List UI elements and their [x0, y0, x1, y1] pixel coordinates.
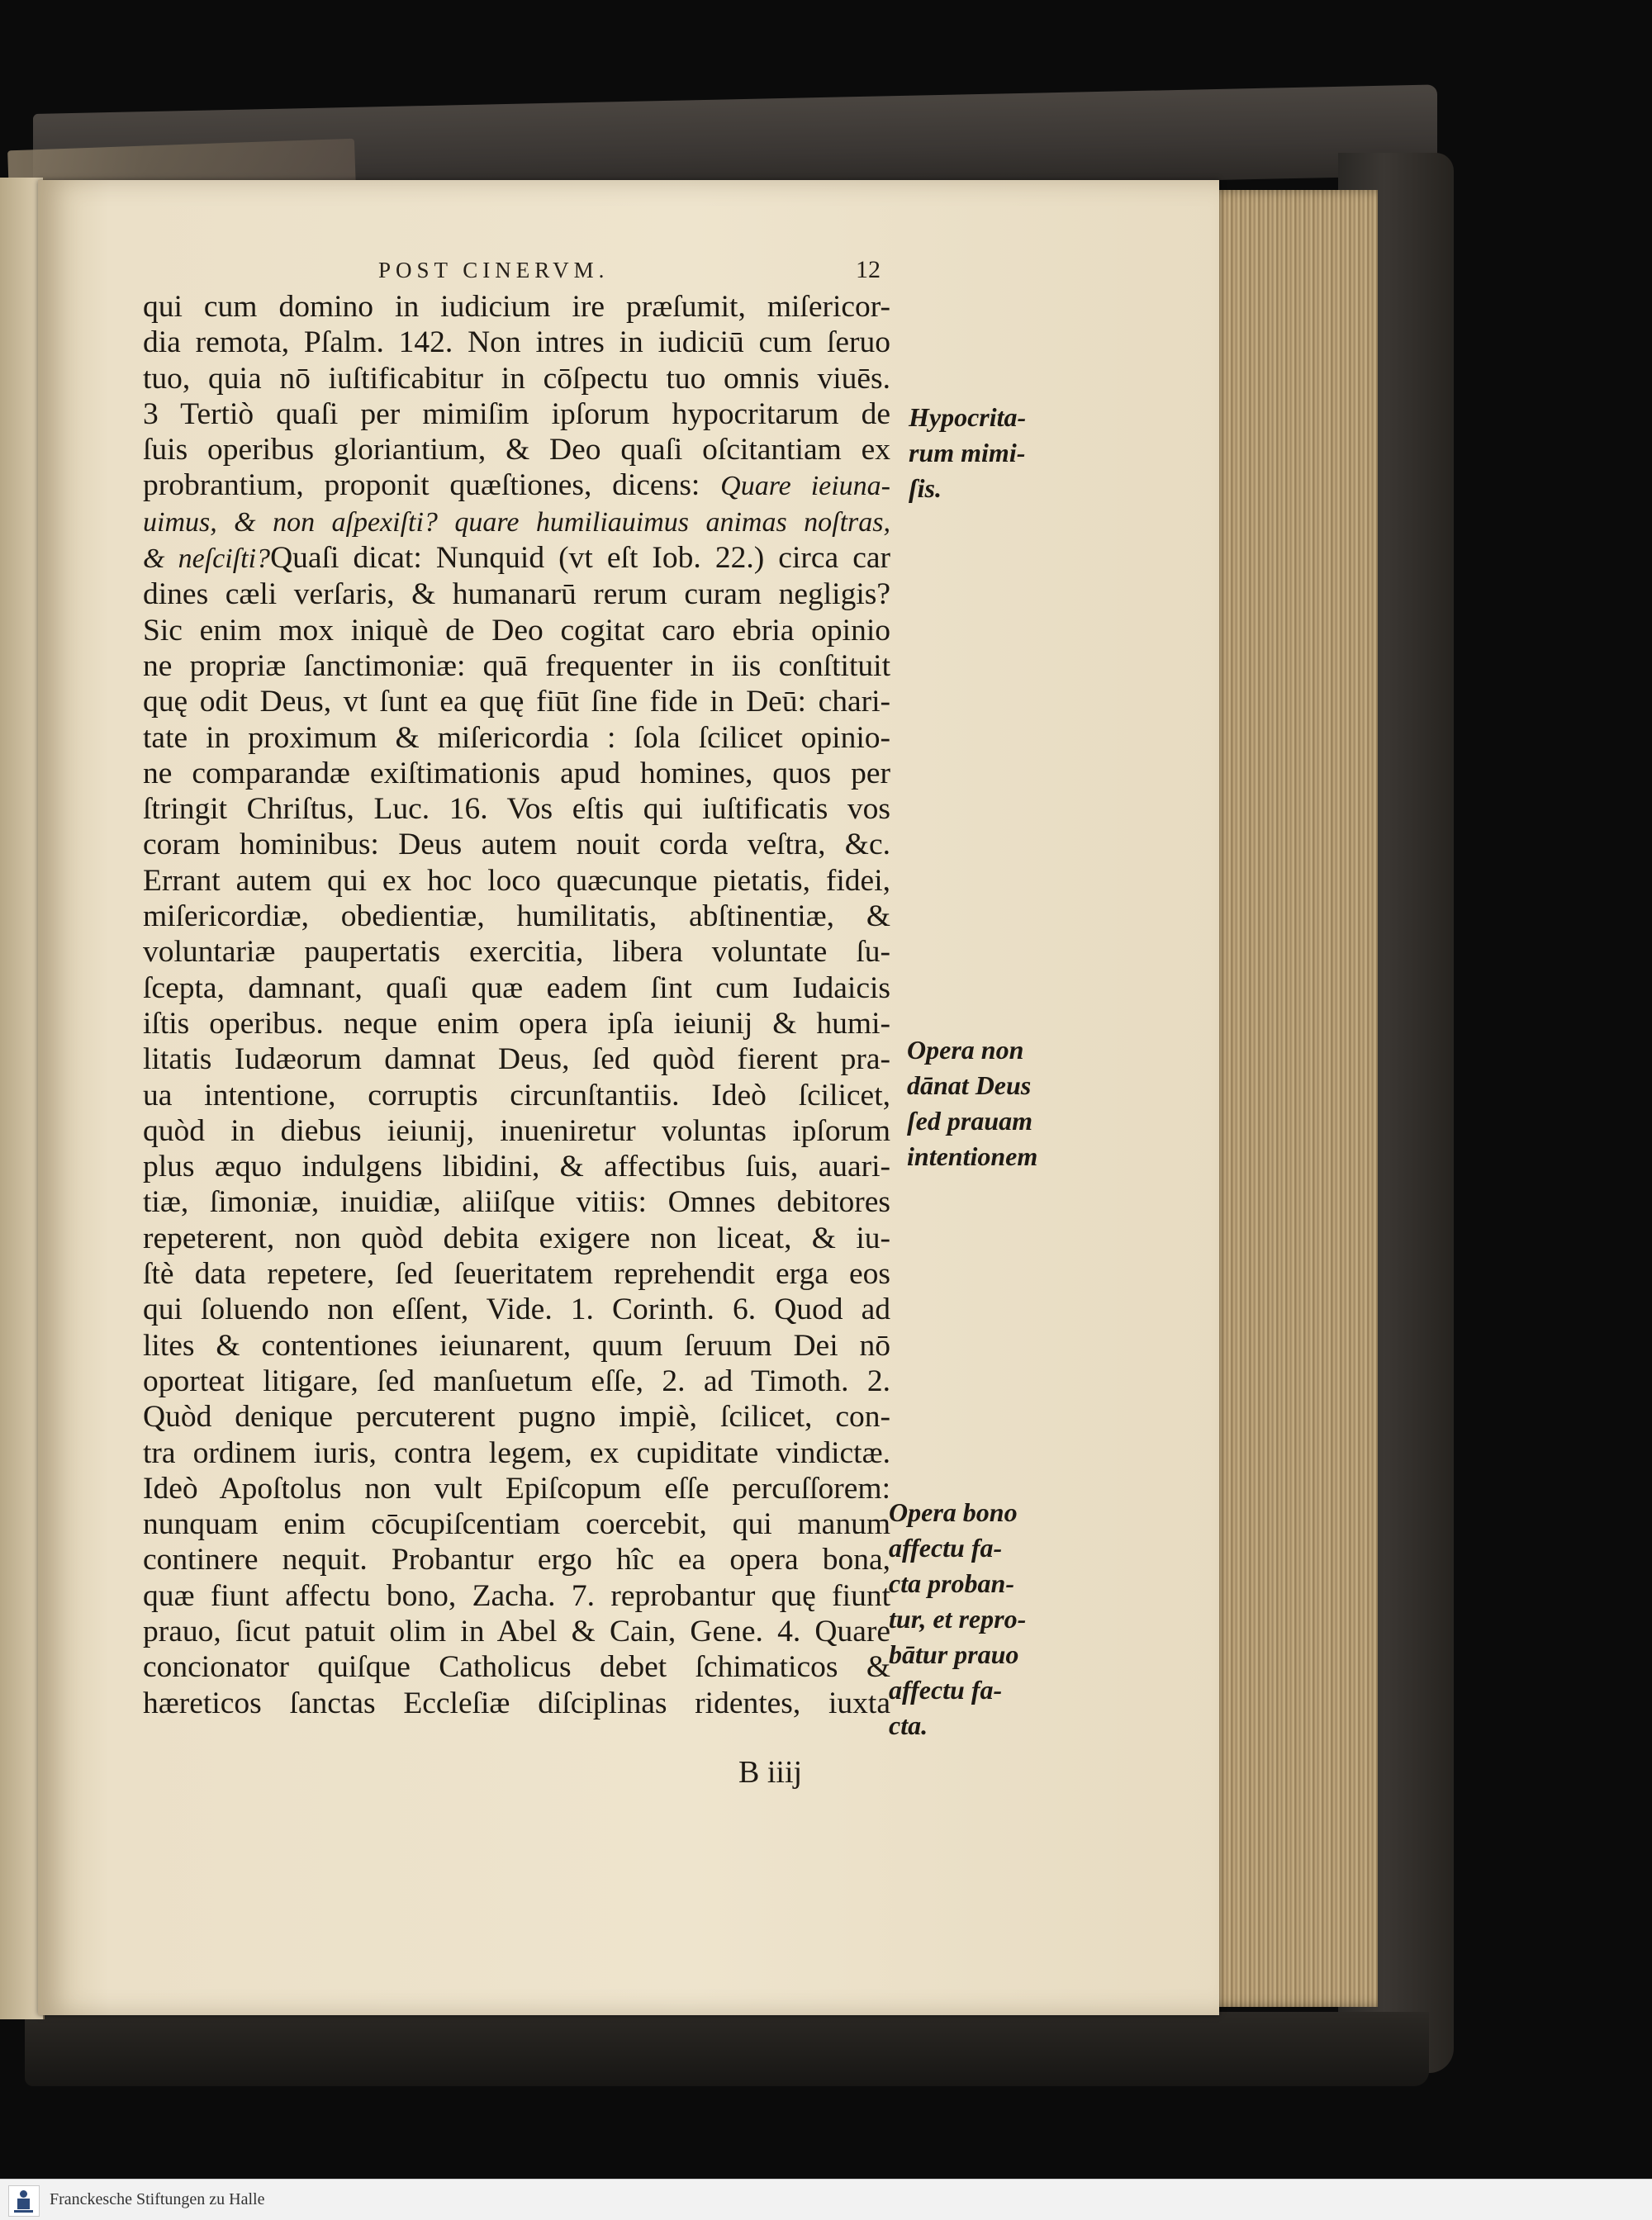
text-line: plus æquo indulgens libidini, & affectibus ſuis, auari- — [143, 1150, 890, 1184]
text-run: Quaſi dicat: Nunquid (vt eſt Iob. 22.) circa car — [270, 541, 890, 576]
text-line: ne propriæ ſanctimoniæ: quā frequenter in iis conſtituit — [143, 648, 890, 683]
text-line: qui ſoluendo non eſſent, Vide. 1. Corinth. 6. Quod ad — [143, 1293, 890, 1327]
text-line: 3 Tertiò quaſi per mimiſim ipſorum hypocritarum de — [143, 396, 890, 431]
text-line: Errant autem qui ex hoc loco quæcunque pietatis, fidei, — [143, 863, 890, 898]
margin-note-line: affectu fa- — [889, 1533, 1003, 1563]
text-line: hæreticos ſanctas Eccleſiæ diſciplinas ridentes, iuxta — [143, 1686, 890, 1720]
text-line: quæ fiunt affectu bono, Zacha. 7. reprobantur quę fiunt — [143, 1578, 890, 1613]
text-line: lites & contentiones ieiunarent, quum ſeruum Dei nō — [143, 1328, 890, 1363]
institution-logo-icon — [8, 2185, 40, 2217]
text-line: quòd in diebus ieiunij, inueniretur voluntas ipſorum — [143, 1113, 890, 1148]
text-line: tuo, quia nō iuſtificabitur in cōſpectu tuo omnis viuēs. — [143, 361, 890, 396]
text-line: prauo, ſicut patuit olim in Abel & Cain, Gene. 4. Quare — [143, 1614, 890, 1648]
text-line: dines cæli verſaris, & humanarū rerum curam negligis? — [143, 577, 890, 612]
page-block-edge — [1198, 190, 1378, 2007]
text-line: ſtringit Chriſtus, Luc. 16. Vos eſtis qui iuſtificatis vos — [143, 792, 890, 827]
text-line: Ideò Apoſtolus non vult Epiſcopum eſſe percuſſorem: — [143, 1471, 890, 1506]
margin-note-line: bātur prauo — [889, 1639, 1019, 1669]
text-line: ſtè data repetere, ſed ſeueritatem reprehendit erga eos — [143, 1257, 890, 1292]
book-cover-bottom — [25, 2012, 1429, 2086]
text-line: qui cum domino in iudicium ire præſumit, miſericor- — [143, 290, 890, 324]
institution-name[interactable]: Franckesche Stiftungen zu Halle — [50, 2190, 265, 2208]
italic-quote-line: uimus, & non aſpexiſti? quare humiliauimus animas noſtras, — [143, 506, 890, 538]
margin-note-line: ſed prauam — [907, 1106, 1032, 1136]
text-line: concionator quiſque Catholicus debet ſchimaticos & — [143, 1650, 890, 1685]
italic-quote: Quare ieiuna- — [720, 471, 891, 502]
margin-note-line: dānat Deus — [907, 1070, 1032, 1100]
margin-note-line: intentionem — [907, 1141, 1038, 1171]
text-line: ſcepta, damnant, quaſi quæ eadem ſint cum Iudaicis — [143, 970, 890, 1005]
text-line: dia remota, Pſalm. 142. Non intres in iudiciū cum ſeruo — [143, 325, 890, 360]
text-line: repeterent, non quòd debita exigere non liceat, & iu- — [143, 1221, 890, 1255]
folio-number: 12 — [856, 256, 881, 283]
margin-note-line: cta. — [889, 1710, 928, 1740]
text-line: quę odit Deus, vt ſunt ea quę fiūt ſine fide in Deū: chari- — [143, 685, 890, 719]
text-line: voluntariæ paupertatis exercitia, libera voluntate ſu- — [143, 935, 890, 970]
margin-note-line: cta proban- — [889, 1568, 1014, 1598]
text-line: litatis Iudæorum damnat Deus, ſed quòd fierent pra- — [143, 1042, 890, 1077]
margin-note-hypocritarum — [909, 400, 1026, 506]
text-line: tra ordinem iuris, contra legem, ex cupiditate vindictæ. — [143, 1435, 890, 1470]
text-line: Quòd denique percuterent pugno impiè, ſcilicet, con- — [143, 1400, 890, 1435]
text-line: miſericordiæ, obedientiæ, humilitatis, abſtinentiæ, & — [143, 899, 890, 934]
text-line: coram hominibus: Deus autem nouit corda veſtra, &c. — [143, 828, 890, 862]
margin-note-opera-non-damnat — [907, 1032, 1037, 1174]
margin-note-line: tur, et repro- — [889, 1604, 1027, 1634]
text-line-with-italic — [143, 467, 890, 504]
signature-mark: B iiij — [738, 1755, 803, 1790]
footer-bar — [0, 2179, 1652, 2220]
text-line-with-italic — [143, 540, 890, 576]
italic-quote: & neſciſti? — [143, 543, 271, 575]
text-line: ne comparandæ exiſtimationis apud homines, quos per — [143, 756, 890, 790]
text-line: Sic enim mox iniquè de Deo cogitat caro ebria opinio — [143, 613, 890, 648]
margin-note-line: ſis. — [909, 473, 942, 503]
margin-note-line: Hypocrita- — [909, 402, 1027, 432]
text-run: probrantium, proponit quæſtiones, dicens: — [143, 468, 700, 503]
text-line: ua intentione, corruptis circunſtantiis. Ideò ſcilicet, — [143, 1078, 890, 1112]
main-text-column — [143, 289, 890, 1721]
margin-note-line: Opera non — [907, 1035, 1024, 1065]
text-line: continere nequit. Probantur ergo hîc ea opera bona, — [143, 1543, 890, 1577]
text-line: tiæ, ſimoniæ, inuidiæ, aliiſque vitiis: Omnes debitores — [143, 1185, 890, 1220]
margin-note-line: Opera bono — [889, 1497, 1018, 1527]
margin-note-opera-bono-affectu — [889, 1495, 1026, 1743]
text-line: tate in proximum & miſericordia : ſola ſcilicet opinio- — [143, 720, 890, 755]
margin-note-line: affectu fa- — [889, 1675, 1003, 1705]
text-line: nunquam enim cōcupiſcentiam coercebit, qui manum — [143, 1507, 890, 1542]
text-line: ſuis operibus gloriantium, & Deo quaſi oſcitantiam ex — [143, 433, 890, 467]
text-line: oporteat litigare, ſed manſuetum eſſe, 2. ad Timoth. 2. — [143, 1364, 890, 1398]
text-line: iſtis operibus. neque enim opera ipſa ieiunij & humi- — [143, 1006, 890, 1041]
running-head: POST CINERVM. — [378, 258, 610, 282]
margin-note-line: rum mimi- — [909, 438, 1026, 467]
